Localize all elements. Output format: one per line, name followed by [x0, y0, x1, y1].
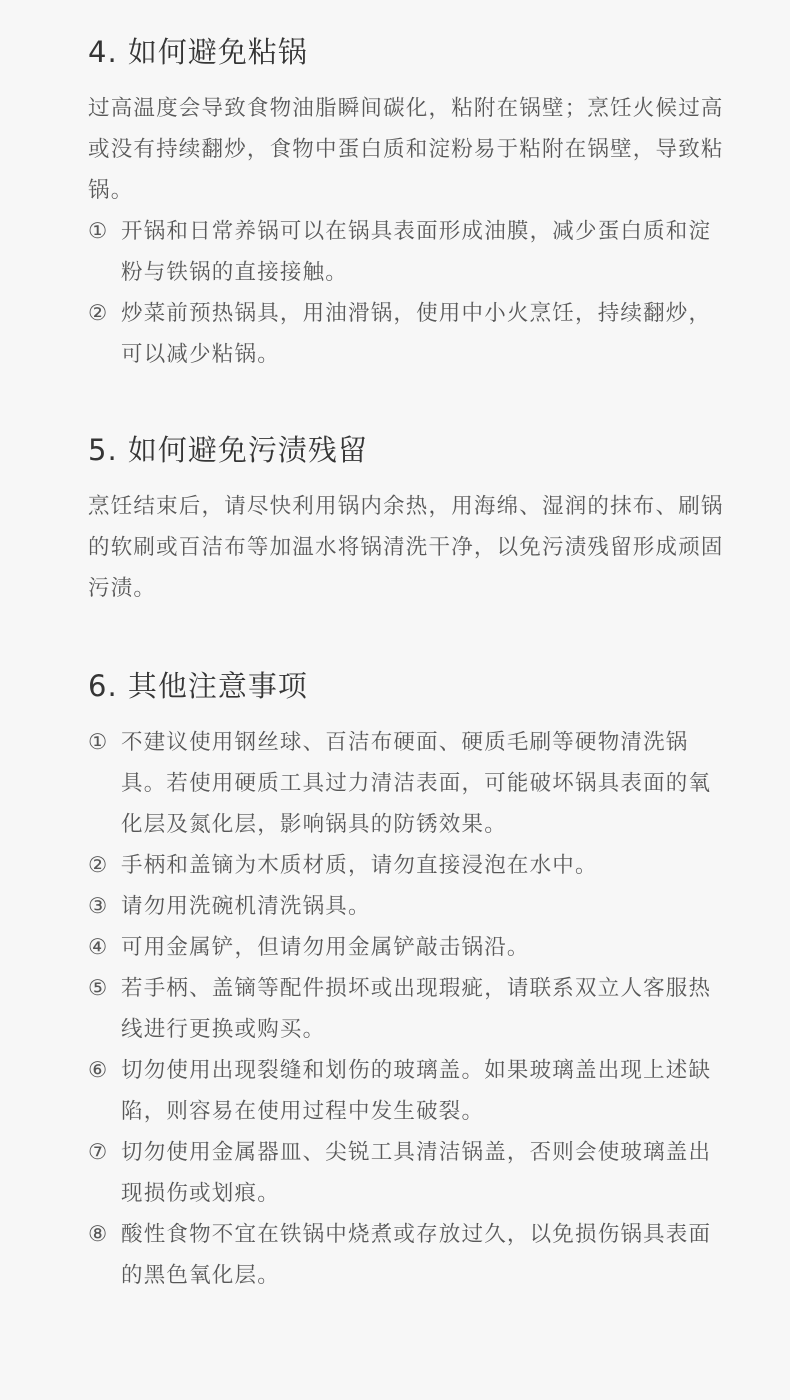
section-title: 6. 其他注意事项	[88, 669, 308, 703]
item-number: ③	[88, 894, 109, 919]
section-avoid-sticking	[88, 30, 730, 375]
item-number: ⑧	[88, 1222, 109, 1247]
item-number: ④	[88, 935, 109, 960]
list-item	[88, 927, 730, 968]
section-other-notes	[88, 664, 730, 1296]
item-text: 切勿使用出现裂缝和划伤的玻璃盖。如果玻璃盖出现上述缺陷，则容易在使用过程中发生破裂。	[121, 1058, 712, 1124]
list-item	[88, 886, 730, 927]
item-text: 酸性食物不宜在铁锅中烧煮或存放过久，以免损伤锅具表面的黑色氧化层。	[121, 1222, 712, 1288]
item-text: 开锅和日常养锅可以在锅具表面形成油膜，减少蛋白质和淀粉与铁锅的直接接触。	[121, 219, 712, 285]
section-intro: 烹饪结束后，请尽快利用锅内余热，用海绵、湿润的抹布、刷锅的软刷或百洁布等加温水将锅清洗干净，以免污渍残留形成顽固污渍。	[88, 494, 724, 601]
section-avoid-stains	[88, 428, 730, 609]
item-number: ①	[88, 219, 109, 244]
section-title: 5. 如何避免污渍残留	[88, 433, 368, 467]
list-item	[88, 293, 730, 375]
list-item	[88, 1050, 730, 1132]
item-number: ②	[88, 853, 109, 878]
item-text: 请勿用洗碗机清洗锅具。	[121, 894, 371, 919]
item-text: 不建议使用钢丝球、百洁布硬面、硬质毛刷等硬物清洗锅具。若使用硬质工具过力清洁表面，可能破坏锅具表面的氧化层及氮化层，影响锅具的防锈效果。	[121, 730, 712, 837]
list-item	[88, 968, 730, 1050]
item-number: ⑦	[88, 1140, 109, 1165]
item-number: ⑥	[88, 1058, 109, 1083]
list-item	[88, 845, 730, 886]
item-text: 手柄和盖镝为木质材质，请勿直接浸泡在水中。	[121, 853, 598, 878]
list-item	[88, 1214, 730, 1296]
list-item	[88, 211, 730, 293]
item-number: ②	[88, 301, 109, 326]
item-text: 切勿使用金属器皿、尖锐工具清洁锅盖，否则会使玻璃盖出现损伤或划痕。	[121, 1140, 712, 1206]
section-title: 4. 如何避免粘锅	[88, 35, 308, 69]
item-text: 若手柄、盖镝等配件损坏或出现瑕疵，请联系双立人客服热线进行更换或购买。	[121, 976, 712, 1042]
list-item	[88, 722, 730, 845]
item-text: 可用金属铲，但请勿用金属铲敲击锅沿。	[121, 935, 530, 960]
list-item	[88, 1132, 730, 1214]
item-number: ⑤	[88, 976, 109, 1001]
item-number: ①	[88, 730, 109, 755]
item-text: 炒菜前预热锅具，用油滑锅，使用中小火烹饪，持续翻炒，可以减少粘锅。	[121, 301, 712, 367]
section-intro: 过高温度会导致食物油脂瞬间碳化，粘附在锅壁；烹饪火候过高或没有持续翻炒，食物中蛋白质和淀粉易于粘附在锅壁，导致粘锅。	[88, 96, 724, 203]
